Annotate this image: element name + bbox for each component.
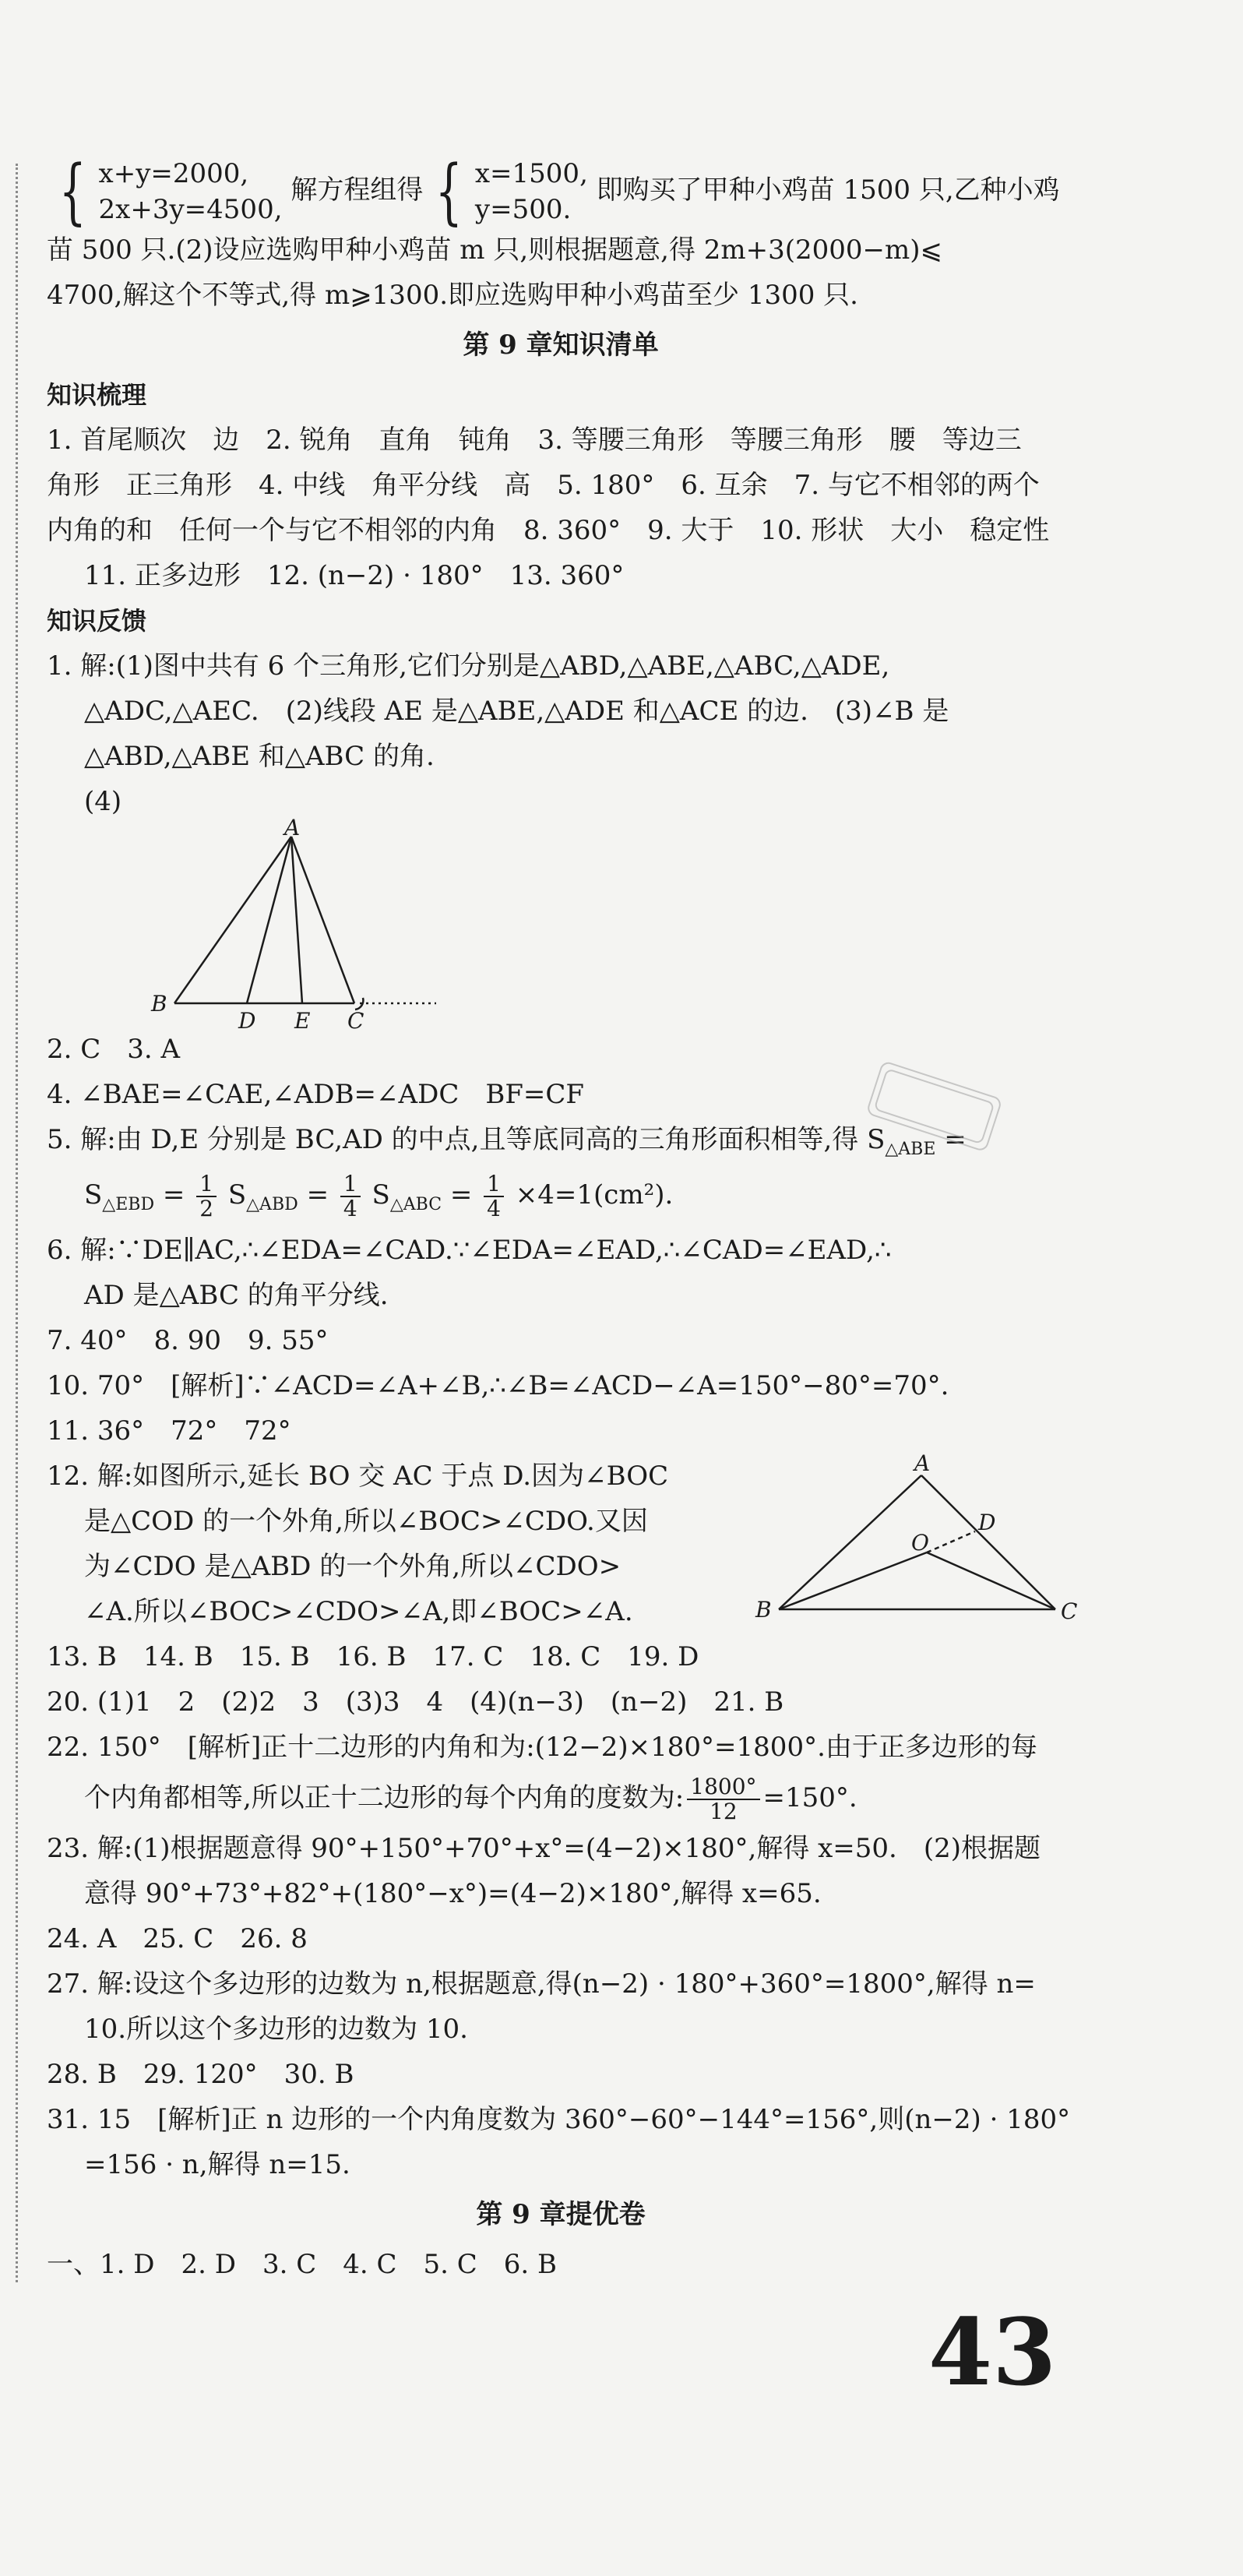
- answer-line: 意得 90°+73°+82°+(180°−x°)=(4−2)×180°,解得 x=65.: [84, 1877, 822, 1909]
- answer-line: 20. (1)1 2 (2)2 3 (3)3 4 (4)(n−3) (n−2) 21. B: [47, 1686, 784, 1718]
- answer-line: 为∠CDO 是△ABD 的一个外角,所以∠CDO>: [84, 1550, 622, 1582]
- answer-line: 个内角都相等,所以正十二边形的每个内角的度数为: $\frac{1800^\circ}{12}$ =150°.: [84, 1773, 857, 1824]
- fraction: $\frac{1}{4}$: [484, 1172, 504, 1221]
- answer-line: 23. 解:(1)根据题意得 90°+150°+70°+x°=(4−2)×180°,解得 x=50. (2)根据题: [47, 1832, 1041, 1864]
- equation-system-1: x+y=2000, 2x+3y=4500,: [98, 158, 283, 225]
- answer-line: 7. 40° 8. 90 9. 55°: [47, 1324, 329, 1356]
- vertex-label-a: A: [914, 1450, 931, 1476]
- vertex-label-d: D: [978, 1509, 996, 1535]
- answer-line: 31. 15 [解析]正 n 边形的一个内角度数为 360°−60°−144°=156°,则(n−2) · 180°: [47, 2103, 1071, 2135]
- triangle-figure-2: [732, 1450, 1078, 1634]
- fraction: $\frac{1}{2}$: [196, 1172, 217, 1221]
- answer-line: 2. C 3. A: [47, 1034, 181, 1065]
- answer-line: 11. 36° 72° 72°: [47, 1415, 291, 1447]
- answer-line: 12. 解:如图所示,延长 BO 交 AC 于点 D.因为∠BOC: [47, 1460, 669, 1492]
- knowledge-line: 1. 首尾顺次 边 2. 锐角 直角 钝角 3. 等腰三角形 等腰三角形 腰 等边三: [47, 425, 1022, 456]
- section-title: 第 9 章提优卷: [476, 2198, 646, 2230]
- answer-line: △ADC,△AEC. (2)线段 AE 是△ABE,△ADE 和△ACE 的边. (3)∠B 是: [84, 696, 949, 727]
- vertex-label-b: B: [151, 991, 167, 1017]
- area-equation: $S_{\triangle EBD}$ = $\frac{1}{2}$ $S_{\triangle ABD}$ = $\frac{1}{4}$ $S_{\triangle ABC}$ = $\frac{1}{4}$ ×4=1(cm²).: [84, 1170, 674, 1221]
- answer-line: 27. 解:设这个多边形的边数为 n,根据题意,得(n−2) · 180°+360°=1800°,解得 n=: [47, 1968, 1036, 2000]
- subsection-heading: 知识梳理: [47, 380, 147, 410]
- answer-line: AD 是△ABC 的角平分线.: [84, 1279, 389, 1311]
- vertex-label-b: B: [755, 1596, 772, 1623]
- answer-line: 6. 解:∵DE∥AC,∴∠EDA=∠CAD.∵∠EDA=∠EAD,∴∠CAD=∠EAD,∴: [47, 1234, 892, 1266]
- equation-system-2: x=1500, y=500.: [474, 158, 588, 225]
- fraction: $\frac{1}{4}$: [340, 1172, 361, 1221]
- answer-line: 28. B 29. 120° 30. B: [47, 2058, 354, 2090]
- question-12-block: [47, 1450, 1078, 1634]
- answer-line: 1. 解:(1)图中共有 6 个三角形,它们分别是△ABD,△ABE,△ABC,△ADE,: [47, 650, 890, 682]
- knowledge-line: 角形 正三角形 4. 中线 角平分线 高 5. 180° 6. 互余 7. 与它不相邻的两个: [47, 470, 1040, 501]
- answer-line: 一、1. D 2. D 3. C 4. C 5. C 6. B: [47, 2248, 558, 2280]
- answer-line: 4. ∠BAE=∠CAE,∠ADB=∠ADC BF=CF: [47, 1079, 585, 1110]
- answer-line: ∠A.所以∠BOC>∠CDO>∠A,即∠BOC>∠A.: [84, 1595, 633, 1627]
- left-brace-icon: {: [58, 150, 86, 233]
- page-number: 43: [928, 2298, 1057, 2406]
- answer-line: (4): [84, 786, 122, 817]
- system-line: [47, 150, 1075, 233]
- left-brace-icon: {: [435, 150, 463, 233]
- fraction: $\frac{1800^\circ}{12}$: [687, 1775, 759, 1824]
- answer-line: 5. 解:由 D,E 分别是 BC,AD 的中点,且等底同高的三角形面积相等,得 $S_{\triangle ABE}$ =: [47, 1124, 967, 1159]
- answer-line: 苗 500 只.(2)设应选购甲种小鸡苗 m 只,则根据题意,得 2m+3(2000−m)⩽: [47, 234, 943, 266]
- solve-text: 解方程组得: [291, 174, 424, 206]
- vertex-label-o: O: [911, 1529, 929, 1556]
- section-title: 第 9 章知识清单: [463, 329, 659, 361]
- answer-line: △ABD,△ABE 和△ABC 的角.: [84, 741, 435, 772]
- knowledge-line: 11. 正多边形 12. (n−2) · 180° 13. 360°: [84, 560, 625, 591]
- vertex-label-c: C: [1061, 1598, 1078, 1624]
- answer-line: 4700,解这个不等式,得 m⩾1300.即应选购甲种小鸡苗至少 1300 只.: [47, 280, 858, 311]
- answer-line: 10. 70° [解析]∵∠ACD=∠A+∠B,∴∠B=∠ACD−∠A=150°−80°=70°.: [47, 1369, 949, 1401]
- answer-content: [47, 150, 1078, 2287]
- watermark-stamp-icon: [855, 1067, 1011, 1153]
- answer-line: 13. B 14. B 15. B 16. B 17. C 18. C 19. D: [47, 1640, 699, 1672]
- answer-text: 即购买了甲种小鸡苗 1500 只,乙种小鸡: [596, 174, 1060, 206]
- answer-line: 是△COD 的一个外角,所以∠BOC>∠CDO.又因: [84, 1505, 648, 1537]
- answer-line: 24. A 25. C 26. 8: [47, 1922, 308, 1954]
- answer-line: 10.所以这个多边形的边数为 10.: [84, 2013, 468, 2045]
- vertex-label-c: C: [347, 1008, 364, 1034]
- answer-line: 22. 150° [解析]正十二边形的内角和为:(12−2)×180°=1800°.由于正多边形的每: [47, 1731, 1037, 1763]
- triangle-figure-1: [117, 815, 444, 1034]
- knowledge-line: 内角的和 任何一个与它不相邻的内角 8. 360° 9. 大于 10. 形状 大小 稳定性: [47, 515, 1050, 546]
- vertex-label-e: E: [294, 1008, 311, 1034]
- vertex-label-d: D: [238, 1008, 256, 1034]
- subsection-heading: 知识反馈: [47, 606, 147, 636]
- binding-dotted-line: [16, 164, 18, 2282]
- vertex-label-a: A: [284, 815, 301, 840]
- answer-line: =156 · n,解得 n=15.: [84, 2148, 350, 2180]
